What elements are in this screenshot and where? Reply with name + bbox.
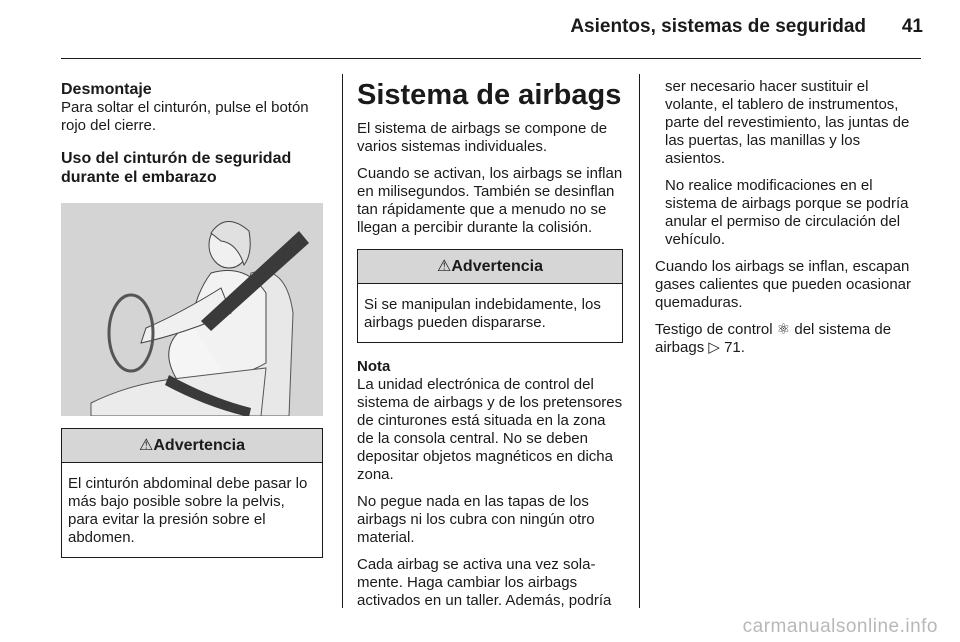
page-header-title: Asientos, sistemas de seguridad [570,16,866,37]
removal-heading: Desmontaje [61,81,152,98]
pregnancy-heading: Uso del cinturón de seguridad durante el embarazo [61,150,292,186]
column-divider [342,74,343,608]
column-divider [639,74,640,608]
warning-header [62,429,322,463]
control-light-desc: del sistema de airbags [655,321,892,356]
page-reference-arrow-icon: ▷ [708,339,720,356]
column-middle [357,78,623,619]
column-left [61,80,323,558]
warning-triangle-icon: ⚠ [139,437,154,454]
replacement-parts-text: ser necesario hacer sustituir el volante, el tablero de instrumentos, parte del revestimiento, las juntas de las puertas, las manillas y los asientos. [665,78,910,167]
watermark: carmanualsonline.info [742,616,938,637]
airbags-intro: El sistema de airbags se compone de varios sistemas individuales. [357,120,608,155]
note-heading: Nota [357,358,391,375]
seatbelt-illustration-svg [61,203,323,416]
warning-title: Advertencia [153,437,245,454]
column-right [655,78,923,366]
header-divider [61,58,921,59]
airbag-warning-light-icon: ⚛ [776,321,791,338]
warning-box-lap-belt [61,428,323,558]
modification-warning-text: No realice modificaciones en el sistema de airbags porque se podría anular el permiso de circulación del vehículo. [665,177,909,248]
note-covers: No pegue nada en las tapas de los airbags ni los cubra con ningún otro material. [357,493,595,546]
hot-gases-text: Cuando los airbags se inflan, escapan gases calientes que pueden ocasionar quemaduras. [655,258,912,311]
section-title-airbags: Sistema de airbags [357,79,622,111]
warning-triangle-icon: ⚠ [437,258,452,275]
pregnant-seatbelt-illustration [61,203,323,416]
warning-title: Advertencia [451,258,543,275]
note-control-unit: La unidad electrónica de control del sistema de airbags y de los pretensores de cinturones está situada en la zona de la consola central. No se deben depositar objetos magnéticos en dicha zona. [357,376,623,483]
page-number: 41 [901,16,923,37]
removal-text: Para soltar el cinturón, pulse el botón rojo del cierre. [61,99,309,134]
control-light-reference [655,321,923,357]
control-light-label: Testigo de control [655,321,773,338]
warning-text: Si se manipulan indebidamente, los airbags pueden dispararse. [364,296,601,331]
warning-box-airbags [357,249,623,343]
airbags-activation: Cuando se activan, los airbags se inflan en milisegundos. También se desinflan tan rápidamente que a menudo no se llegan a percibir durante la colisión. [357,165,623,236]
warning-text: El cinturón abdominal debe pasar lo más bajo posible sobre la pelvis, para evitar la presión sobre el abdomen. [68,475,308,546]
warning-header [358,250,622,284]
note-single-use: Cada airbag se activa una vez sola-mente. Haga cambiar los airbags activados en un taller. Además, podría [357,556,612,609]
page-reference-link[interactable]: 71. [724,339,745,356]
